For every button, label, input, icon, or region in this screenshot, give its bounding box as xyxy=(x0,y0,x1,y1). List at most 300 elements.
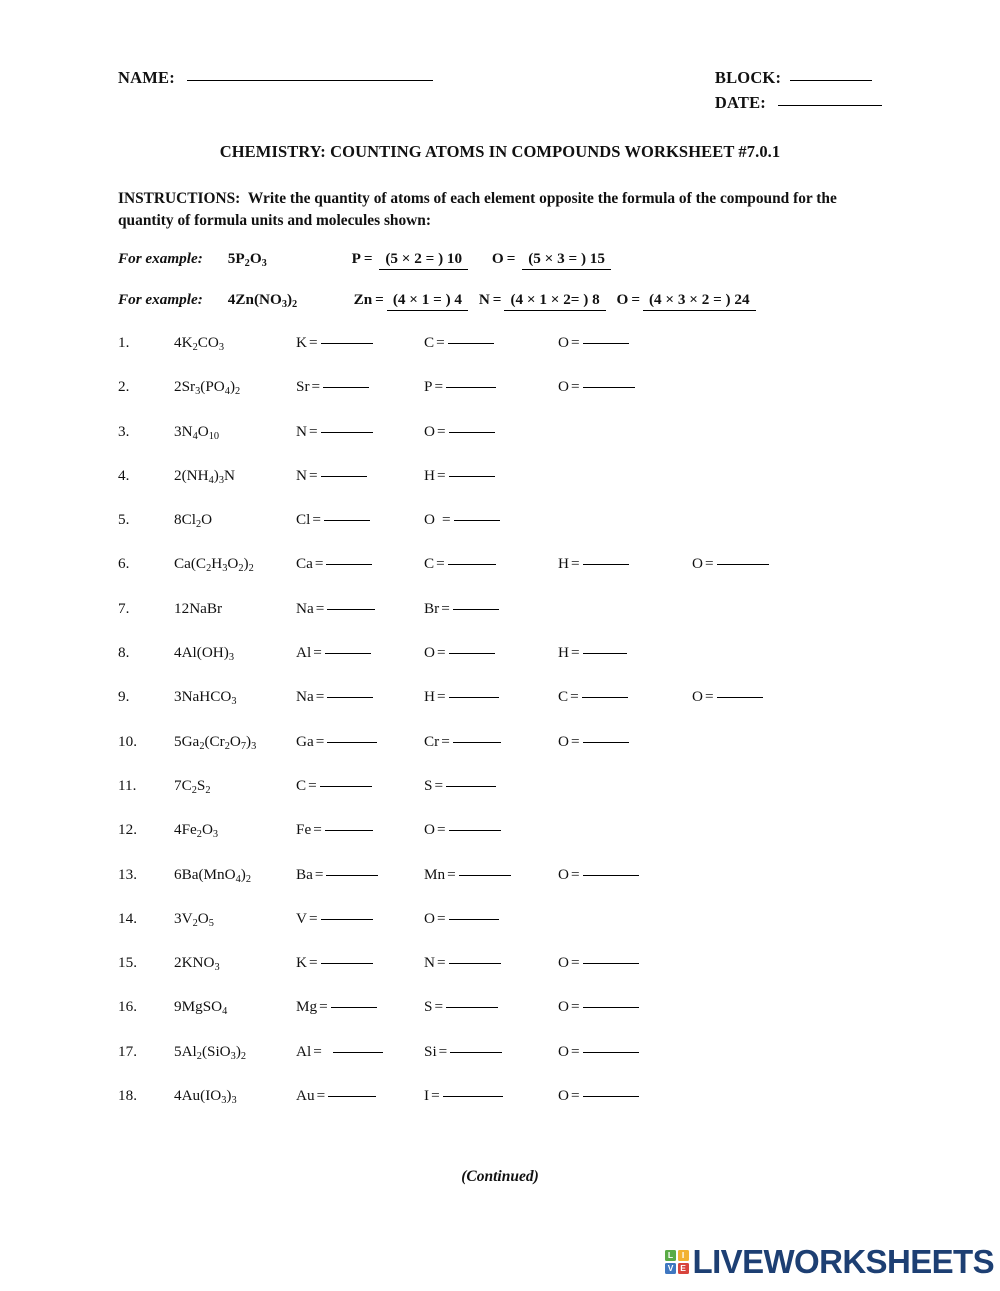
answer-input-line[interactable] xyxy=(327,742,377,743)
problem-number: 3. xyxy=(118,422,130,440)
problem-number: 2. xyxy=(118,378,130,396)
element-symbol: O xyxy=(424,511,435,529)
element-symbol: N xyxy=(478,291,490,308)
answer-blank-Cl xyxy=(296,511,402,529)
element-symbol: K xyxy=(296,954,307,972)
element-symbol: O xyxy=(424,821,435,839)
equals-sign: = xyxy=(570,378,580,396)
equals-sign: = xyxy=(570,1042,580,1060)
answer-blank-C xyxy=(296,777,402,795)
element-symbol: O xyxy=(558,954,569,972)
problem-formula: $5Ga_2(Cr_2O_7)_3$ xyxy=(174,732,257,752)
answer-blank-O xyxy=(558,954,670,972)
element-symbol: C xyxy=(296,776,307,794)
equals-sign: = xyxy=(375,291,384,308)
example-row-2 xyxy=(118,291,763,311)
problem-number: 4. xyxy=(118,466,130,484)
answer-input-line[interactable] xyxy=(583,1052,639,1053)
example-answer-P xyxy=(352,250,469,270)
example-answer-O xyxy=(616,291,755,311)
element-symbol: K xyxy=(296,334,307,351)
block-date-group xyxy=(715,68,882,118)
answer-input-line[interactable] xyxy=(321,919,373,920)
problem-number: 13. xyxy=(118,865,137,883)
answer-blank-O xyxy=(558,334,670,352)
problem-formula: $2(NH_4)_3N$ xyxy=(174,466,235,486)
answer-input-line[interactable] xyxy=(324,520,370,521)
problem-row xyxy=(118,600,918,644)
answer-blank-O xyxy=(558,1087,670,1105)
answer-input-line[interactable] xyxy=(321,432,373,433)
element-symbol: N xyxy=(424,954,435,972)
answer-input-line[interactable] xyxy=(327,609,375,610)
problem-formula: $5Al_2(SiO_3)_2$ xyxy=(174,1042,247,1062)
answer-blank-C xyxy=(424,334,536,352)
element-symbol: Mn xyxy=(424,865,446,883)
answer-input-line[interactable] xyxy=(321,963,373,964)
equals-sign: = xyxy=(438,1042,448,1060)
element-symbol: Zn xyxy=(353,291,373,308)
element-symbol: Au xyxy=(296,1087,315,1105)
problem-formula: $4Au(IO_3)_3$ xyxy=(174,1087,237,1106)
answer-input-line[interactable] xyxy=(448,343,494,344)
answer-blank-Al xyxy=(296,644,402,662)
answer-input-line[interactable] xyxy=(446,786,496,787)
answer-input-line[interactable] xyxy=(331,1007,377,1008)
equals-sign: = xyxy=(436,821,446,839)
answer-input-line[interactable] xyxy=(325,653,371,654)
element-symbol: N xyxy=(296,422,307,440)
equals-sign: = xyxy=(308,776,317,794)
answer-blanks xyxy=(296,688,826,706)
answer-blank-O xyxy=(424,511,536,529)
example-answer-value: (5 × 3 = ) 15 xyxy=(522,250,611,270)
example-formula: $5P_2O_3$ xyxy=(227,250,267,269)
equals-sign: = xyxy=(431,1087,440,1105)
answer-blanks xyxy=(296,777,558,795)
equals-sign: = xyxy=(704,555,714,573)
example-answer-Zn xyxy=(354,291,468,311)
answer-blank-Sr xyxy=(296,378,402,396)
equals-sign: = xyxy=(319,998,328,1016)
instructions-heading: INSTRUCTIONS: xyxy=(118,190,241,207)
problem-number: 14. xyxy=(118,909,137,927)
answer-input-line[interactable] xyxy=(449,830,501,831)
answer-blank-K xyxy=(296,954,402,972)
answer-blank-H xyxy=(424,467,536,485)
problem-formula: 3NaHCO$_3$ xyxy=(174,688,237,708)
element-symbol: Al xyxy=(296,1042,312,1060)
problem-number: 17. xyxy=(118,1042,137,1060)
answer-input-line[interactable] xyxy=(323,387,369,388)
answer-input-line[interactable] xyxy=(583,564,629,565)
equals-sign: = xyxy=(314,555,324,573)
answer-blank-Ba xyxy=(296,866,402,884)
answer-input-line[interactable] xyxy=(453,742,501,743)
equals-sign: = xyxy=(570,1087,580,1105)
element-symbol: O xyxy=(558,1042,569,1060)
answer-input-line[interactable] xyxy=(449,432,495,433)
equals-sign: = xyxy=(313,821,322,839)
equals-sign: = xyxy=(363,250,373,267)
example-label: For example: xyxy=(118,291,203,308)
equals-sign: = xyxy=(315,599,325,617)
element-symbol: Si xyxy=(424,1042,437,1060)
answer-blank-C xyxy=(558,688,670,706)
problem-row xyxy=(118,998,918,1042)
problem-formula: $4Al(OH)_3$ xyxy=(174,644,235,663)
answer-blanks xyxy=(296,423,558,441)
equals-sign: = xyxy=(570,865,580,883)
answer-input-line[interactable] xyxy=(583,963,639,964)
element-symbol: Cr xyxy=(424,732,440,750)
answer-input-line[interactable] xyxy=(448,564,496,565)
date-input-line[interactable] xyxy=(778,105,882,106)
element-symbol: C xyxy=(558,688,569,706)
equals-sign: = xyxy=(570,555,580,573)
equals-sign: = xyxy=(315,688,325,706)
answer-input-line[interactable] xyxy=(583,875,639,876)
answer-input-line[interactable] xyxy=(459,875,511,876)
equals-sign: = xyxy=(441,732,450,750)
answer-input-line[interactable] xyxy=(333,1052,383,1053)
equals-sign: = xyxy=(313,644,322,662)
answer-input-line[interactable] xyxy=(326,564,372,565)
answer-input-line[interactable] xyxy=(449,476,495,477)
equals-sign: = xyxy=(434,378,444,396)
equals-sign: = xyxy=(436,909,446,927)
problem-row xyxy=(118,467,918,511)
name-input-line[interactable] xyxy=(187,80,433,81)
answer-blank-O xyxy=(424,910,536,928)
answer-blank-H xyxy=(558,555,670,573)
answer-input-line[interactable] xyxy=(321,476,367,477)
answer-input-line[interactable] xyxy=(328,1096,376,1097)
answer-blank-O xyxy=(558,998,670,1016)
answer-blank-Ga xyxy=(296,733,402,751)
element-symbol: H xyxy=(558,555,569,573)
problem-number: 11. xyxy=(118,776,137,794)
equals-sign: = xyxy=(704,688,714,706)
element-symbol: Mg xyxy=(296,998,318,1016)
answer-blanks xyxy=(296,555,826,573)
element-symbol: Sr xyxy=(296,378,310,396)
answer-input-line[interactable] xyxy=(326,875,378,876)
answer-blanks xyxy=(296,467,558,485)
logo-tile-i: I xyxy=(678,1250,689,1261)
logo-tile-v: V xyxy=(665,1263,676,1274)
equals-sign: = xyxy=(311,378,321,396)
answer-blank-S xyxy=(424,998,536,1016)
answer-blank-Na xyxy=(296,600,402,618)
problem-row xyxy=(118,423,918,467)
answer-blank-Br xyxy=(424,600,536,618)
answer-blanks xyxy=(296,954,692,972)
equals-sign: = xyxy=(436,644,446,662)
answer-blanks xyxy=(296,733,692,751)
answer-blank-N xyxy=(296,467,402,485)
answer-blank-Fe xyxy=(296,821,402,839)
element-symbol: Cl xyxy=(296,511,311,529)
problem-row xyxy=(118,733,918,777)
equals-sign: = xyxy=(313,1042,322,1060)
problem-number: 8. xyxy=(118,644,130,662)
answer-input-line[interactable] xyxy=(583,1096,639,1097)
answer-blank-S xyxy=(424,777,536,795)
equals-sign: = xyxy=(441,599,450,617)
equals-sign: = xyxy=(436,688,446,706)
problem-number: 7. xyxy=(118,599,130,617)
equals-sign: = xyxy=(434,776,444,794)
element-symbol: Al xyxy=(296,644,312,662)
equals-sign: = xyxy=(308,334,318,351)
problem-formula: $7C_2S_2$ xyxy=(174,776,211,796)
answer-input-line[interactable] xyxy=(717,564,769,565)
answer-blanks xyxy=(296,511,558,529)
problem-formula: $Ca(C_2H_3O_2)_2$ xyxy=(174,555,254,575)
answer-blank-Na xyxy=(296,688,402,706)
element-symbol: Fe xyxy=(296,821,312,839)
element-symbol: O xyxy=(558,732,569,750)
problem-formula: $6Ba(MnO_4)_2$ xyxy=(174,865,251,885)
problem-row xyxy=(118,1087,918,1131)
answer-input-line[interactable] xyxy=(583,387,635,388)
element-symbol: N xyxy=(296,466,307,484)
problem-row xyxy=(118,378,918,422)
answer-blanks xyxy=(296,334,692,352)
answer-blank-K xyxy=(296,334,402,352)
answer-input-line[interactable] xyxy=(454,520,500,521)
problem-number: 1. xyxy=(118,334,130,351)
problem-formula: 9MgSO$_4$ xyxy=(174,998,228,1018)
problem-formula: $3N_4O_{10}$ xyxy=(174,422,220,442)
equals-sign: = xyxy=(631,291,640,308)
equals-sign: = xyxy=(434,998,444,1016)
answer-input-line[interactable] xyxy=(443,1096,503,1097)
element-symbol: Na xyxy=(296,599,314,617)
answer-input-line[interactable] xyxy=(325,830,373,831)
element-symbol: O xyxy=(491,250,504,267)
element-symbol: O xyxy=(424,909,435,927)
problem-row xyxy=(118,777,918,821)
element-symbol: Ga xyxy=(296,732,314,750)
equals-sign: = xyxy=(308,466,318,484)
equals-sign: = xyxy=(436,466,446,484)
answer-blanks xyxy=(296,998,692,1016)
problem-row xyxy=(118,688,918,732)
element-symbol: O xyxy=(424,644,435,662)
element-symbol: H xyxy=(558,644,569,662)
page-title: CHEMISTRY: COUNTING ATOMS IN COMPOUNDS WORKSHEET #7.0.1 xyxy=(219,142,781,161)
answer-blank-N xyxy=(424,954,536,972)
block-field-row xyxy=(715,68,882,93)
problem-formula: $3V_2O_5$ xyxy=(174,909,214,929)
answer-input-line[interactable] xyxy=(446,387,496,388)
equals-sign: = xyxy=(506,250,516,267)
answer-input-line[interactable] xyxy=(446,1007,498,1008)
answer-blank-Al xyxy=(296,1043,402,1061)
continued-note: (Continued) xyxy=(461,1168,539,1185)
problem-row xyxy=(118,644,918,688)
example-row-1 xyxy=(118,250,631,270)
answer-input-line[interactable] xyxy=(583,1007,639,1008)
problem-number: 15. xyxy=(118,954,137,972)
element-symbol: Br xyxy=(424,599,440,617)
answer-blanks xyxy=(296,910,558,928)
problem-number: 18. xyxy=(118,1087,137,1105)
block-input-line[interactable] xyxy=(790,80,872,81)
date-field-row xyxy=(715,93,882,118)
answer-input-line[interactable] xyxy=(583,742,629,743)
answer-blank-Mg xyxy=(296,998,402,1016)
element-symbol: O xyxy=(692,555,703,573)
logo-tile-e: E xyxy=(678,1263,689,1274)
element-symbol: O xyxy=(558,334,569,351)
answer-input-line[interactable] xyxy=(583,653,627,654)
element-symbol: O xyxy=(616,291,629,308)
example-answer-value: (4 × 1 × 2= ) 8 xyxy=(504,291,605,311)
example-answer-value: (4 × 3 × 2 = ) 24 xyxy=(643,291,756,311)
answer-blank-H xyxy=(558,644,670,662)
example-answer-N xyxy=(479,291,606,311)
problem-formula: 12NaBr xyxy=(174,599,223,617)
answer-blanks xyxy=(296,600,558,618)
liveworksheets-wordmark: LIVEWORKSHEETS xyxy=(692,1243,994,1280)
element-symbol: O xyxy=(558,378,569,396)
instructions-block xyxy=(118,188,838,232)
element-symbol: O xyxy=(558,998,569,1016)
answer-input-line[interactable] xyxy=(582,697,628,698)
answer-input-line[interactable] xyxy=(321,343,373,344)
answer-input-line[interactable] xyxy=(449,697,499,698)
equals-sign: = xyxy=(316,1087,326,1105)
equals-sign: = xyxy=(308,422,318,440)
element-symbol: Na xyxy=(296,688,314,706)
equals-sign: = xyxy=(570,732,580,750)
answer-input-line[interactable] xyxy=(450,1052,502,1053)
problem-row xyxy=(118,511,918,555)
answer-blank-H xyxy=(424,688,536,706)
equals-sign: = xyxy=(570,644,580,662)
problem-number: 16. xyxy=(118,998,137,1016)
equals-sign: = xyxy=(570,688,579,706)
problem-list xyxy=(118,334,918,1131)
answer-blank-Cr xyxy=(424,733,536,751)
liveworksheets-logo[interactable] xyxy=(665,1241,994,1283)
equals-sign: = xyxy=(492,291,502,308)
equals-sign: = xyxy=(436,422,446,440)
element-symbol: P xyxy=(351,250,361,267)
answer-input-line[interactable] xyxy=(449,963,501,964)
answer-input-line[interactable] xyxy=(717,697,763,698)
equals-sign: = xyxy=(315,732,325,750)
answer-blank-O xyxy=(692,555,804,573)
answer-blank-O xyxy=(558,866,670,884)
equals-sign: = xyxy=(570,334,580,351)
answer-blanks xyxy=(296,378,692,396)
answer-blank-Si xyxy=(424,1043,536,1061)
answer-blank-C xyxy=(424,555,536,573)
element-symbol: O xyxy=(692,688,703,706)
problem-row xyxy=(118,555,918,599)
equals-sign: = xyxy=(447,865,456,883)
problem-row xyxy=(118,910,918,954)
answer-blank-Ca xyxy=(296,555,402,573)
liveworksheets-tiles-icon xyxy=(665,1250,689,1274)
problem-formula: $2Sr_3(PO_4)_2$ xyxy=(174,378,241,398)
worksheet-header xyxy=(118,68,882,120)
element-symbol: C xyxy=(424,334,435,351)
element-symbol: O xyxy=(558,865,569,883)
answer-blank-V xyxy=(296,910,402,928)
answer-blank-O xyxy=(558,733,670,751)
problem-number: 10. xyxy=(118,732,137,750)
answer-blank-I xyxy=(424,1087,536,1105)
problem-row xyxy=(118,1043,918,1087)
element-symbol: O xyxy=(424,422,435,440)
answer-input-line[interactable] xyxy=(583,343,629,344)
answer-input-line[interactable] xyxy=(449,919,499,920)
element-symbol: V xyxy=(296,909,307,927)
problem-row xyxy=(118,821,918,865)
answer-blank-P xyxy=(424,378,536,396)
answer-blanks xyxy=(296,1087,692,1105)
element-symbol: P xyxy=(424,378,433,396)
logo-tile-l: L xyxy=(665,1250,676,1261)
answer-input-line[interactable] xyxy=(327,697,373,698)
answer-blanks xyxy=(296,821,558,839)
equals-sign: = xyxy=(570,954,580,972)
problem-number: 12. xyxy=(118,821,137,839)
equals-sign: = xyxy=(308,954,318,972)
example-answer-value: (4 × 1 = ) 4 xyxy=(387,291,468,311)
answer-input-line[interactable] xyxy=(453,609,499,610)
answer-input-line[interactable] xyxy=(449,653,495,654)
example-answer-value: (5 × 2 = ) 10 xyxy=(379,250,468,270)
element-symbol: O xyxy=(558,1087,569,1105)
element-symbol: Ba xyxy=(296,865,313,883)
element-symbol: Ca xyxy=(296,555,313,573)
answer-blank-Au xyxy=(296,1087,402,1105)
element-symbol: H xyxy=(424,688,435,706)
equals-sign: = xyxy=(441,511,451,529)
problem-row xyxy=(118,334,918,378)
equals-sign: = xyxy=(436,954,446,972)
block-label: BLOCK: xyxy=(714,68,782,87)
answer-input-line[interactable] xyxy=(320,786,372,787)
answer-blanks xyxy=(296,644,692,662)
element-symbol: S xyxy=(424,776,433,794)
problem-formula: $8Cl_2O$ xyxy=(174,511,213,531)
date-label: DATE: xyxy=(714,93,766,112)
answer-blank-O xyxy=(424,644,536,662)
element-symbol: H xyxy=(424,466,435,484)
problem-row xyxy=(118,954,918,998)
problem-number: 5. xyxy=(118,511,130,529)
answer-blanks xyxy=(296,1043,692,1061)
equals-sign: = xyxy=(436,334,445,351)
answer-blank-O xyxy=(692,688,804,706)
answer-blanks xyxy=(296,866,692,884)
element-symbol: I xyxy=(424,1087,430,1105)
answer-blank-O xyxy=(558,378,670,396)
example-formula: $4Zn(NO_3)_2$ xyxy=(227,291,298,310)
equals-sign: = xyxy=(436,555,445,573)
element-symbol: C xyxy=(424,555,435,573)
instructions-body: Write the quantity of atoms of each element opposite the formula of the compound for the quantity of formula units and molecules shown: xyxy=(118,190,837,229)
name-field-row xyxy=(118,68,433,88)
answer-blank-O xyxy=(424,423,536,441)
